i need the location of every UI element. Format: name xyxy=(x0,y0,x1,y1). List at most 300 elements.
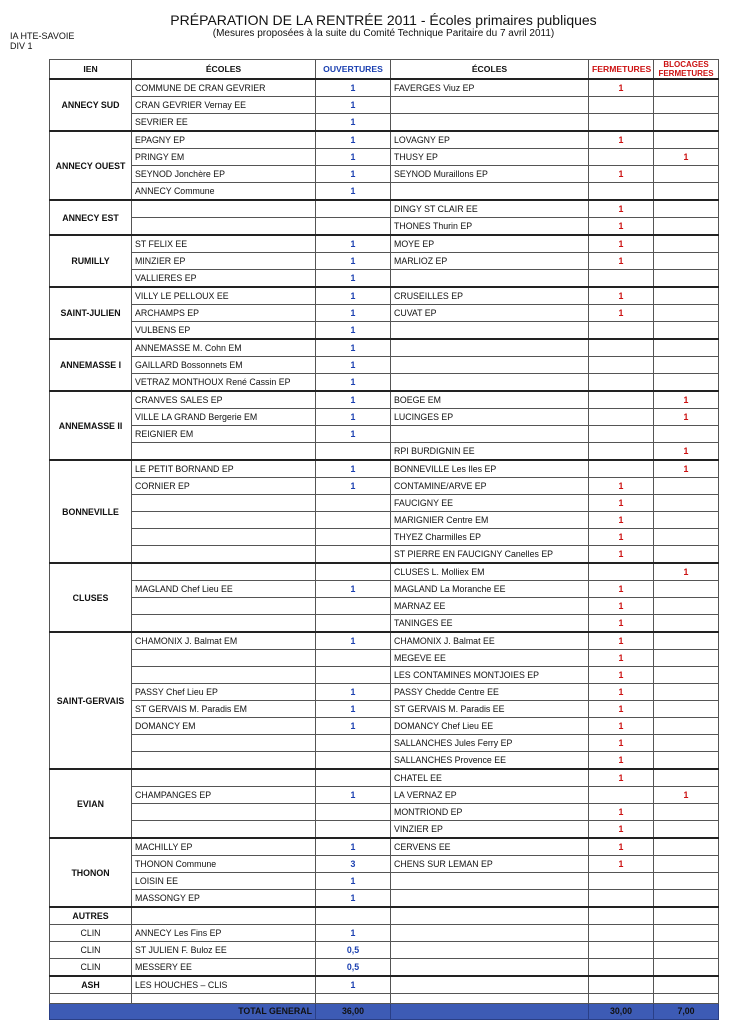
cell-ouvertures xyxy=(316,512,391,529)
table-row xyxy=(50,357,719,374)
cell-blocages xyxy=(654,873,719,890)
cell-ecole-fermeture xyxy=(391,374,589,392)
cell-ouvertures: 1 xyxy=(316,890,391,908)
cell-ecole-fermeture xyxy=(391,426,589,443)
table-row xyxy=(50,512,719,529)
cell-ouvertures xyxy=(316,598,391,615)
cell-fermetures xyxy=(589,149,654,166)
table-row xyxy=(50,131,719,149)
cell-fermetures xyxy=(589,391,654,409)
cell-ecole-ouverture: GAILLARD Bossonnets EM xyxy=(132,357,316,374)
document-subtitle: (Mesures proposées à la suite du Comité Technique Paritaire du 7 avril 2011) xyxy=(212,28,555,39)
cell-blocages xyxy=(654,305,719,322)
cell-blocages: 1 xyxy=(654,409,719,426)
cell-ecole-fermeture: ST GERVAIS M. Paradis EE xyxy=(391,701,589,718)
cell-ecole-fermeture: MARLIOZ EP xyxy=(391,253,589,270)
cell-ouvertures: 1 xyxy=(316,235,391,253)
autres-type-cell: CLIN xyxy=(50,925,132,942)
cell-fermetures: 1 xyxy=(589,131,654,149)
ash-label: ASH xyxy=(50,976,132,994)
cell-blocages: 1 xyxy=(654,149,719,166)
table-row xyxy=(50,426,719,443)
table-row xyxy=(50,632,719,650)
empty-cell xyxy=(391,976,589,994)
cell-ouvertures: 1 xyxy=(316,684,391,701)
cell-blocages xyxy=(654,79,719,97)
cell-fermetures: 1 xyxy=(589,769,654,787)
cell-fermetures xyxy=(589,460,654,478)
cell-ecole-ouverture: ST GERVAIS M. Paradis EM xyxy=(132,701,316,718)
cell-blocages xyxy=(654,478,719,495)
col-header-blocages-line2: FERMETURES xyxy=(658,69,714,78)
cell-ouvertures xyxy=(316,821,391,839)
cell-ecole-ouverture: SEVRIER EE xyxy=(132,114,316,132)
cell-fermetures xyxy=(589,114,654,132)
cell-blocages xyxy=(654,339,719,357)
cell-blocages xyxy=(654,218,719,236)
cell-blocages xyxy=(654,804,719,821)
cell-ouvertures: 1 xyxy=(316,322,391,340)
table-row xyxy=(50,460,719,478)
cell-ecole-ouverture xyxy=(132,495,316,512)
autres-type-cell: CLIN xyxy=(50,942,132,959)
cell-blocages xyxy=(654,287,719,305)
ien-cell: ANNEMASSE I xyxy=(50,339,132,391)
cell-blocages xyxy=(654,270,719,288)
cell-ouvertures: 1 xyxy=(316,925,391,942)
cell-blocages xyxy=(654,615,719,633)
cell-ecole-ouverture: VILLY LE PELLOUX EE xyxy=(132,287,316,305)
empty-cell xyxy=(589,942,654,959)
spacer-row xyxy=(50,994,719,1004)
cell-fermetures: 1 xyxy=(589,718,654,735)
cell-ouvertures: 1 xyxy=(316,149,391,166)
table-row xyxy=(50,287,719,305)
cell-ecole-fermeture: SEYNOD Muraillons EP xyxy=(391,166,589,183)
cell-ouvertures: 1 xyxy=(316,97,391,114)
col-header-ecoles-open: ÉCOLES xyxy=(132,60,316,80)
cell-ecole-fermeture: SALLANCHES Provence EE xyxy=(391,752,589,770)
cell-blocages xyxy=(654,322,719,340)
empty-cell xyxy=(316,994,391,1004)
table-row xyxy=(50,443,719,461)
table-row xyxy=(50,735,719,752)
cell-ouvertures xyxy=(316,495,391,512)
empty-cell xyxy=(589,925,654,942)
empty-cell xyxy=(654,907,719,925)
ien-cell: ANNECY OUEST xyxy=(50,131,132,200)
col-header-fermetures: FERMETURES xyxy=(589,60,654,80)
cell-ecole-ouverture xyxy=(132,804,316,821)
cell-blocages xyxy=(654,166,719,183)
cell-ecole-fermeture xyxy=(391,339,589,357)
table-row xyxy=(50,114,719,132)
cell-ecole-ouverture xyxy=(132,443,316,461)
cell-ecole-fermeture: DOMANCY Chef Lieu EE xyxy=(391,718,589,735)
cell-ecole-ouverture xyxy=(132,650,316,667)
document-title-block xyxy=(0,12,747,40)
cell-ecole-ouverture xyxy=(132,512,316,529)
cell-ecole-fermeture xyxy=(391,873,589,890)
cell-fermetures: 1 xyxy=(589,735,654,752)
cell-fermetures: 1 xyxy=(589,253,654,270)
table-row xyxy=(50,701,719,718)
table-row xyxy=(50,200,719,218)
col-header-blocages xyxy=(654,60,719,80)
cell-blocages xyxy=(654,838,719,856)
cell-ecole-fermeture: LES CONTAMINES MONTJOIES EP xyxy=(391,667,589,684)
cell-blocages: 1 xyxy=(654,391,719,409)
cell-ecole-fermeture: CUVAT EP xyxy=(391,305,589,322)
cell-ecole-fermeture: TANINGES EE xyxy=(391,615,589,633)
cell-ouvertures: 0,5 xyxy=(316,942,391,959)
cell-ouvertures: 1 xyxy=(316,873,391,890)
table-row xyxy=(50,478,719,495)
cell-blocages xyxy=(654,183,719,201)
cell-ecole-ouverture xyxy=(132,735,316,752)
autres-header-row xyxy=(50,907,719,925)
table-row xyxy=(50,838,719,856)
cell-ecole-ouverture: ST FELIX EE xyxy=(132,235,316,253)
table-row xyxy=(50,253,719,270)
empty-cell xyxy=(654,925,719,942)
cell-ecole-fermeture: THYEZ Charmilles EP xyxy=(391,529,589,546)
cell-ouvertures: 1 xyxy=(316,253,391,270)
cell-blocages xyxy=(654,718,719,735)
cell-ecole-fermeture: DINGY ST CLAIR EE xyxy=(391,200,589,218)
cell-ecole-fermeture: CERVENS EE xyxy=(391,838,589,856)
cell-ecole-fermeture: LUCINGES EP xyxy=(391,409,589,426)
total-label: TOTAL GENERAL xyxy=(50,1004,316,1020)
cell-blocages xyxy=(654,374,719,392)
cell-ecole-fermeture xyxy=(391,357,589,374)
empty-cell xyxy=(654,942,719,959)
cell-ecole-fermeture: BOEGE EM xyxy=(391,391,589,409)
cell-ecole-fermeture: FAVERGES Viuz EP xyxy=(391,79,589,97)
ien-cell: SAINT-GERVAIS xyxy=(50,632,132,769)
cell-blocages: 1 xyxy=(654,563,719,581)
cell-blocages xyxy=(654,821,719,839)
empty-cell xyxy=(654,959,719,977)
cell-ecole-ouverture: DOMANCY EM xyxy=(132,718,316,735)
total-fermetures: 30,00 xyxy=(589,1004,654,1020)
empty-cell xyxy=(589,907,654,925)
table-row xyxy=(50,821,719,839)
table-row xyxy=(50,925,719,942)
cell-blocages xyxy=(654,97,719,114)
cell-fermetures xyxy=(589,270,654,288)
cell-ecole-ouverture xyxy=(132,218,316,236)
cell-blocages xyxy=(654,856,719,873)
cell-ecole-fermeture: BONNEVILLE Les Iles EP xyxy=(391,460,589,478)
cell-ouvertures: 1 xyxy=(316,838,391,856)
cell-ouvertures xyxy=(316,200,391,218)
cell-ouvertures: 1 xyxy=(316,339,391,357)
cell-ouvertures: 1 xyxy=(316,976,391,994)
table-row xyxy=(50,305,719,322)
cell-fermetures: 1 xyxy=(589,838,654,856)
cell-blocages xyxy=(654,581,719,598)
document-title: PRÉPARATION DE LA RENTRÉE 2011 - Écoles primaires publiques xyxy=(170,12,597,28)
ien-cell: RUMILLY xyxy=(50,235,132,287)
cell-ecole-ouverture xyxy=(132,563,316,581)
cell-fermetures xyxy=(589,339,654,357)
cell-ouvertures: 1 xyxy=(316,131,391,149)
empty-cell xyxy=(316,907,391,925)
org-line-2: DIV 1 xyxy=(10,41,33,51)
cell-fermetures xyxy=(589,873,654,890)
cell-ouvertures: 1 xyxy=(316,787,391,804)
cell-blocages xyxy=(654,357,719,374)
empty-cell xyxy=(589,994,654,1004)
cell-ecole-fermeture: VINZIER EP xyxy=(391,821,589,839)
cell-ouvertures: 1 xyxy=(316,632,391,650)
table-row xyxy=(50,942,719,959)
table-row xyxy=(50,166,719,183)
empty-cell xyxy=(132,994,316,1004)
table-row xyxy=(50,339,719,357)
cell-ecole-ouverture: LE PETIT BORNAND EP xyxy=(132,460,316,478)
cell-fermetures: 1 xyxy=(589,598,654,615)
empty-cell xyxy=(391,942,589,959)
cell-ecole-fermeture xyxy=(391,114,589,132)
empty-cell xyxy=(391,959,589,977)
org-line-1: IA HTE-SAVOIE xyxy=(10,31,75,41)
cell-ecole-fermeture: FAUCIGNY EE xyxy=(391,495,589,512)
cell-ecole-ouverture: VILLE LA GRAND Bergerie EM xyxy=(132,409,316,426)
cell-ecole-ouverture: MACHILLY EP xyxy=(132,838,316,856)
cell-ecole-fermeture: MOYE EP xyxy=(391,235,589,253)
table-row xyxy=(50,529,719,546)
ien-cell: ANNEMASSE II xyxy=(50,391,132,460)
cell-blocages xyxy=(654,684,719,701)
cell-fermetures: 1 xyxy=(589,632,654,650)
cell-ouvertures: 1 xyxy=(316,305,391,322)
cell-ecole-ouverture: LES HOUCHES – CLIS xyxy=(132,976,316,994)
cell-fermetures: 1 xyxy=(589,287,654,305)
empty-cell xyxy=(50,994,132,1004)
cell-fermetures: 1 xyxy=(589,495,654,512)
cell-ecole-ouverture: EPAGNY EP xyxy=(132,131,316,149)
table-row xyxy=(50,667,719,684)
cell-ouvertures xyxy=(316,752,391,770)
cell-ouvertures: 1 xyxy=(316,718,391,735)
cell-blocages xyxy=(654,495,719,512)
cell-ecole-ouverture xyxy=(132,769,316,787)
cell-ecole-ouverture: CRANVES SALES EP xyxy=(132,391,316,409)
table-row xyxy=(50,684,719,701)
cell-blocages xyxy=(654,512,719,529)
cell-ouvertures: 1 xyxy=(316,460,391,478)
cell-blocages xyxy=(654,546,719,564)
cell-ouvertures: 1 xyxy=(316,287,391,305)
cell-ecole-fermeture: THUSY EP xyxy=(391,149,589,166)
table-row xyxy=(50,787,719,804)
cell-blocages xyxy=(654,752,719,770)
total-blocages: 7,00 xyxy=(654,1004,719,1020)
cell-fermetures xyxy=(589,563,654,581)
ien-cell: CLUSES xyxy=(50,563,132,632)
cell-ecole-fermeture xyxy=(391,322,589,340)
cell-blocages xyxy=(654,701,719,718)
cell-ouvertures: 1 xyxy=(316,478,391,495)
ien-cell: SAINT-JULIEN xyxy=(50,287,132,339)
cell-fermetures: 1 xyxy=(589,581,654,598)
cell-ecole-ouverture: CRAN GEVRIER Vernay EE xyxy=(132,97,316,114)
cell-fermetures xyxy=(589,357,654,374)
autres-label: AUTRES xyxy=(50,907,132,925)
cell-ouvertures xyxy=(316,650,391,667)
cell-ouvertures xyxy=(316,546,391,564)
cell-fermetures: 1 xyxy=(589,821,654,839)
cell-ouvertures xyxy=(316,443,391,461)
cell-ouvertures xyxy=(316,804,391,821)
cell-fermetures: 1 xyxy=(589,512,654,529)
cell-fermetures xyxy=(589,443,654,461)
cell-ecole-ouverture xyxy=(132,200,316,218)
cell-blocages xyxy=(654,426,719,443)
col-header-ecoles-close: ÉCOLES xyxy=(391,60,589,80)
cell-ecole-fermeture: PASSY Chedde Centre EE xyxy=(391,684,589,701)
cell-ecole-ouverture: VALLIERES EP xyxy=(132,270,316,288)
cell-fermetures xyxy=(589,322,654,340)
cell-fermetures: 1 xyxy=(589,235,654,253)
empty-cell xyxy=(654,976,719,994)
col-header-ien: IEN xyxy=(50,60,132,80)
cell-fermetures: 1 xyxy=(589,650,654,667)
cell-ecole-ouverture: MAGLAND Chef Lieu EE xyxy=(132,581,316,598)
table-row xyxy=(50,391,719,409)
cell-fermetures: 1 xyxy=(589,752,654,770)
cell-fermetures xyxy=(589,426,654,443)
cell-ecole-ouverture xyxy=(132,667,316,684)
cell-fermetures: 1 xyxy=(589,478,654,495)
table-row xyxy=(50,856,719,873)
table-row xyxy=(50,650,719,667)
cell-ouvertures xyxy=(316,769,391,787)
cell-ecole-ouverture: PASSY Chef Lieu EP xyxy=(132,684,316,701)
cell-ecole-fermeture: CRUSEILLES EP xyxy=(391,287,589,305)
cell-ouvertures: 1 xyxy=(316,357,391,374)
cell-ouvertures: 1 xyxy=(316,166,391,183)
cell-fermetures: 1 xyxy=(589,79,654,97)
cell-ecole-ouverture xyxy=(132,752,316,770)
table-row xyxy=(50,598,719,615)
cell-ecole-ouverture xyxy=(132,546,316,564)
empty-cell xyxy=(132,907,316,925)
table-row xyxy=(50,235,719,253)
ien-cell: BONNEVILLE xyxy=(50,460,132,563)
cell-fermetures xyxy=(589,409,654,426)
cell-ecole-ouverture: SEYNOD Jonchère EP xyxy=(132,166,316,183)
cell-ecole-ouverture: VETRAZ MONTHOUX René Cassin EP xyxy=(132,374,316,392)
ash-row xyxy=(50,976,719,994)
table-row xyxy=(50,183,719,201)
ien-cell: ANNECY EST xyxy=(50,200,132,235)
total-row xyxy=(50,1004,719,1020)
cell-blocages xyxy=(654,235,719,253)
empty-cell xyxy=(391,994,589,1004)
cell-fermetures xyxy=(589,374,654,392)
table-row xyxy=(50,769,719,787)
cell-ouvertures: 3 xyxy=(316,856,391,873)
cell-ecole-fermeture: CLUSES L. Molliex EM xyxy=(391,563,589,581)
cell-ouvertures: 1 xyxy=(316,183,391,201)
table-row xyxy=(50,97,719,114)
cell-ecole-ouverture: PRINGY EM xyxy=(132,149,316,166)
cell-ouvertures: 0,5 xyxy=(316,959,391,977)
cell-ecole-fermeture: LA VERNAZ EP xyxy=(391,787,589,804)
cell-blocages xyxy=(654,200,719,218)
cell-blocages xyxy=(654,650,719,667)
cell-ecole-fermeture: RPI BURDIGNIN EE xyxy=(391,443,589,461)
table-row xyxy=(50,270,719,288)
cell-fermetures: 1 xyxy=(589,218,654,236)
empty-cell xyxy=(589,959,654,977)
cell-fermetures: 1 xyxy=(589,701,654,718)
cell-ouvertures xyxy=(316,615,391,633)
cell-fermetures: 1 xyxy=(589,546,654,564)
cell-ecole-ouverture: VULBENS EP xyxy=(132,322,316,340)
cell-ouvertures xyxy=(316,735,391,752)
table-row xyxy=(50,959,719,977)
cell-fermetures xyxy=(589,97,654,114)
cell-ecole-fermeture: CHATEL EE xyxy=(391,769,589,787)
cell-ecole-ouverture: MASSONGY EP xyxy=(132,890,316,908)
cell-blocages xyxy=(654,735,719,752)
cell-ecole-fermeture xyxy=(391,97,589,114)
cell-ecole-ouverture: ANNECY Les Fins EP xyxy=(132,925,316,942)
cell-ecole-ouverture xyxy=(132,615,316,633)
cell-blocages xyxy=(654,598,719,615)
table-row xyxy=(50,218,719,236)
cell-fermetures: 1 xyxy=(589,166,654,183)
cell-fermetures xyxy=(589,890,654,908)
cell-ecole-ouverture xyxy=(132,529,316,546)
cell-fermetures: 1 xyxy=(589,684,654,701)
empty-cell xyxy=(589,976,654,994)
cell-ouvertures: 1 xyxy=(316,426,391,443)
ien-cell: THONON xyxy=(50,838,132,907)
table-row xyxy=(50,752,719,770)
cell-ouvertures: 1 xyxy=(316,79,391,97)
cell-ecole-fermeture: CONTAMINE/ARVE EP xyxy=(391,478,589,495)
cell-ecole-fermeture: MARIGNIER Centre EM xyxy=(391,512,589,529)
cell-blocages xyxy=(654,632,719,650)
cell-ecole-fermeture: CHAMONIX J. Balmat EE xyxy=(391,632,589,650)
cell-ouvertures: 1 xyxy=(316,114,391,132)
total-ouvertures: 36,00 xyxy=(316,1004,391,1020)
table-row xyxy=(50,546,719,564)
cell-ecole-ouverture: MINZIER EP xyxy=(132,253,316,270)
table-row xyxy=(50,409,719,426)
empty-cell xyxy=(391,1004,589,1020)
table-row xyxy=(50,374,719,392)
cell-ecole-ouverture xyxy=(132,598,316,615)
table-row xyxy=(50,581,719,598)
cell-fermetures: 1 xyxy=(589,305,654,322)
cell-fermetures: 1 xyxy=(589,529,654,546)
cell-blocages xyxy=(654,253,719,270)
cell-ecole-ouverture: ANNECY Commune xyxy=(132,183,316,201)
cell-ecole-fermeture xyxy=(391,270,589,288)
cell-ecole-ouverture: LOISIN EE xyxy=(132,873,316,890)
ien-cell: ANNECY SUD xyxy=(50,79,132,131)
cell-fermetures: 1 xyxy=(589,200,654,218)
cell-ecole-ouverture: CORNIER EP xyxy=(132,478,316,495)
cell-ecole-fermeture: MARNAZ EE xyxy=(391,598,589,615)
table-row xyxy=(50,149,719,166)
